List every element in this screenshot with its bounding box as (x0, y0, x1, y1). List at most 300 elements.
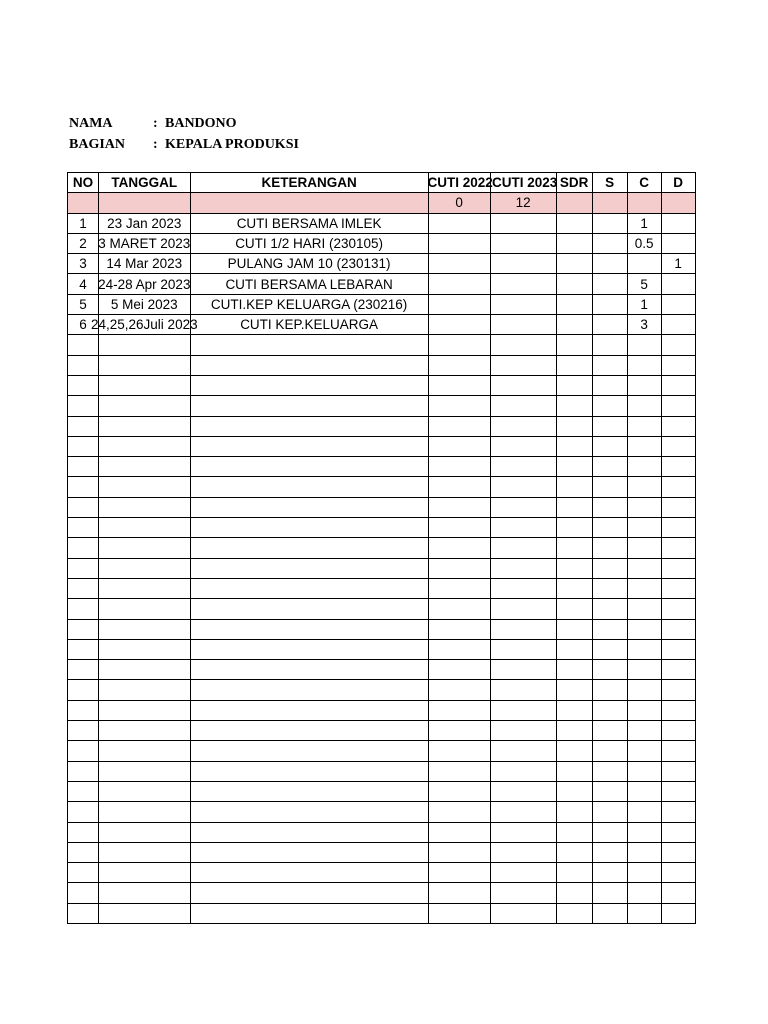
empty-cell-keterangan[interactable] (190, 416, 428, 436)
cell-cuti2022[interactable] (428, 213, 490, 233)
cell-no[interactable]: 5 (68, 294, 99, 314)
empty-cell-s[interactable] (592, 781, 627, 801)
empty-cell-s[interactable] (592, 375, 627, 395)
empty-cell-d[interactable] (661, 518, 695, 538)
empty-cell-tanggal[interactable] (99, 599, 191, 619)
empty-cell-keterangan[interactable] (190, 660, 428, 680)
empty-cell-tanggal[interactable] (99, 497, 191, 517)
cell-d[interactable] (661, 315, 695, 335)
cell-keterangan[interactable]: CUTI BERSAMA IMLEK (190, 213, 428, 233)
cell-sdr[interactable] (556, 213, 592, 233)
empty-cell-cuti2022[interactable] (428, 335, 490, 355)
empty-cell-no[interactable] (68, 761, 99, 781)
empty-cell-no[interactable] (68, 518, 99, 538)
empty-cell-sdr[interactable] (556, 436, 592, 456)
empty-cell-c[interactable] (627, 842, 661, 862)
empty-cell-cuti2023[interactable] (490, 741, 556, 761)
empty-cell-no[interactable] (68, 822, 99, 842)
cell-cuti2023[interactable] (490, 233, 556, 253)
empty-cell-sdr[interactable] (556, 396, 592, 416)
empty-cell-keterangan[interactable] (190, 619, 428, 639)
cell-cuti2023[interactable] (490, 294, 556, 314)
cell-c[interactable]: 3 (627, 315, 661, 335)
empty-cell-s[interactable] (592, 477, 627, 497)
empty-cell-d[interactable] (661, 578, 695, 598)
empty-cell-d[interactable] (661, 558, 695, 578)
empty-cell-cuti2022[interactable] (428, 822, 490, 842)
empty-cell-keterangan[interactable] (190, 680, 428, 700)
empty-cell-cuti2022[interactable] (428, 457, 490, 477)
empty-cell-keterangan[interactable] (190, 578, 428, 598)
empty-cell-sdr[interactable] (556, 842, 592, 862)
empty-cell-cuti2023[interactable] (490, 619, 556, 639)
empty-cell-sdr[interactable] (556, 538, 592, 558)
cell-c[interactable]: 1 (627, 294, 661, 314)
cell-s[interactable] (592, 274, 627, 294)
empty-cell-cuti2023[interactable] (490, 680, 556, 700)
cell-cuti2023[interactable] (490, 213, 556, 233)
empty-cell-tanggal[interactable] (99, 903, 191, 923)
empty-cell-no[interactable] (68, 660, 99, 680)
empty-cell-d[interactable] (661, 355, 695, 375)
empty-cell-cuti2023[interactable] (490, 721, 556, 741)
empty-cell-c[interactable] (627, 721, 661, 741)
empty-cell-no[interactable] (68, 497, 99, 517)
empty-cell-cuti2023[interactable] (490, 355, 556, 375)
empty-cell-s[interactable] (592, 518, 627, 538)
empty-cell-s[interactable] (592, 436, 627, 456)
empty-cell-keterangan[interactable] (190, 335, 428, 355)
cell-cuti2022[interactable] (428, 294, 490, 314)
empty-cell-no[interactable] (68, 457, 99, 477)
empty-cell-d[interactable] (661, 457, 695, 477)
empty-cell-tanggal[interactable] (99, 436, 191, 456)
empty-cell-sdr[interactable] (556, 639, 592, 659)
empty-cell-s[interactable] (592, 619, 627, 639)
empty-cell-cuti2022[interactable] (428, 355, 490, 375)
empty-cell-s[interactable] (592, 497, 627, 517)
empty-cell-sdr[interactable] (556, 721, 592, 741)
empty-cell-no[interactable] (68, 639, 99, 659)
empty-cell-d[interactable] (661, 660, 695, 680)
cell-no[interactable]: 2 (68, 233, 99, 253)
empty-cell-tanggal[interactable] (99, 781, 191, 801)
empty-cell-s[interactable] (592, 802, 627, 822)
empty-cell-cuti2022[interactable] (428, 416, 490, 436)
empty-cell-cuti2023[interactable] (490, 457, 556, 477)
empty-cell-keterangan[interactable] (190, 558, 428, 578)
empty-cell-sdr[interactable] (556, 903, 592, 923)
empty-cell-cuti2022[interactable] (428, 883, 490, 903)
empty-cell-keterangan[interactable] (190, 457, 428, 477)
empty-cell-cuti2023[interactable] (490, 375, 556, 395)
cell-keterangan[interactable]: CUTI 1/2 HARI (230105) (190, 233, 428, 253)
empty-cell-s[interactable] (592, 680, 627, 700)
cell-tanggal[interactable] (91, 315, 198, 335)
empty-cell-c[interactable] (627, 416, 661, 436)
empty-cell-keterangan[interactable] (190, 903, 428, 923)
empty-cell-cuti2023[interactable] (490, 863, 556, 883)
empty-cell-no[interactable] (68, 396, 99, 416)
cell-s[interactable] (592, 254, 627, 274)
empty-cell-cuti2022[interactable] (428, 721, 490, 741)
empty-cell-d[interactable] (661, 761, 695, 781)
empty-cell-cuti2023[interactable] (490, 639, 556, 659)
empty-cell-keterangan[interactable] (190, 721, 428, 741)
empty-cell-tanggal[interactable] (99, 558, 191, 578)
empty-cell-d[interactable] (661, 477, 695, 497)
cell-s[interactable] (592, 233, 627, 253)
empty-cell-sdr[interactable] (556, 680, 592, 700)
empty-cell-tanggal[interactable] (99, 355, 191, 375)
empty-cell-cuti2023[interactable] (490, 335, 556, 355)
balance-sdr-cell[interactable] (556, 193, 592, 213)
empty-cell-c[interactable] (627, 538, 661, 558)
cell-no[interactable]: 3 (68, 254, 99, 274)
empty-cell-d[interactable] (661, 416, 695, 436)
empty-cell-s[interactable] (592, 721, 627, 741)
cell-keterangan[interactable]: CUTI.KEP KELUARGA (230216) (190, 294, 428, 314)
empty-cell-no[interactable] (68, 538, 99, 558)
empty-cell-keterangan[interactable] (190, 599, 428, 619)
empty-cell-s[interactable] (592, 903, 627, 923)
empty-cell-keterangan[interactable] (190, 761, 428, 781)
empty-cell-d[interactable] (661, 335, 695, 355)
empty-cell-s[interactable] (592, 558, 627, 578)
empty-cell-sdr[interactable] (556, 599, 592, 619)
empty-cell-sdr[interactable] (556, 355, 592, 375)
empty-cell-cuti2023[interactable] (490, 497, 556, 517)
cell-cuti2022[interactable] (428, 233, 490, 253)
cell-sdr[interactable] (556, 294, 592, 314)
empty-cell-cuti2022[interactable] (428, 863, 490, 883)
empty-cell-d[interactable] (661, 619, 695, 639)
cell-no[interactable]: 4 (68, 274, 99, 294)
empty-cell-c[interactable] (627, 497, 661, 517)
empty-cell-keterangan[interactable] (190, 436, 428, 456)
empty-cell-cuti2023[interactable] (490, 416, 556, 436)
empty-cell-s[interactable] (592, 660, 627, 680)
empty-cell-cuti2022[interactable] (428, 375, 490, 395)
empty-cell-c[interactable] (627, 761, 661, 781)
cell-tanggal[interactable] (99, 294, 191, 314)
cell-tanggal[interactable] (99, 233, 191, 253)
empty-cell-cuti2023[interactable] (490, 822, 556, 842)
empty-cell-keterangan[interactable] (190, 538, 428, 558)
empty-cell-c[interactable] (627, 741, 661, 761)
empty-cell-c[interactable] (627, 578, 661, 598)
empty-cell-c[interactable] (627, 639, 661, 659)
empty-cell-c[interactable] (627, 863, 661, 883)
empty-cell-no[interactable] (68, 842, 99, 862)
empty-cell-d[interactable] (661, 721, 695, 741)
empty-cell-tanggal[interactable] (99, 660, 191, 680)
cell-cuti2022[interactable] (428, 315, 490, 335)
empty-cell-keterangan[interactable] (190, 477, 428, 497)
empty-cell-s[interactable] (592, 396, 627, 416)
empty-cell-tanggal[interactable] (99, 700, 191, 720)
empty-cell-cuti2022[interactable] (428, 660, 490, 680)
empty-cell-keterangan[interactable] (190, 883, 428, 903)
empty-cell-c[interactable] (627, 355, 661, 375)
balance-keterangan-cell[interactable] (190, 193, 428, 213)
empty-cell-c[interactable] (627, 558, 661, 578)
empty-cell-keterangan[interactable] (190, 863, 428, 883)
cell-cuti2023[interactable] (490, 274, 556, 294)
empty-cell-d[interactable] (661, 497, 695, 517)
empty-cell-sdr[interactable] (556, 375, 592, 395)
balance-no-cell[interactable] (68, 193, 99, 213)
empty-cell-no[interactable] (68, 741, 99, 761)
empty-cell-cuti2023[interactable] (490, 436, 556, 456)
empty-cell-d[interactable] (661, 903, 695, 923)
cell-d[interactable]: 1 (661, 254, 695, 274)
empty-cell-c[interactable] (627, 660, 661, 680)
empty-cell-c[interactable] (627, 781, 661, 801)
empty-cell-tanggal[interactable] (99, 518, 191, 538)
empty-cell-d[interactable] (661, 741, 695, 761)
empty-cell-s[interactable] (592, 416, 627, 436)
cell-d[interactable] (661, 233, 695, 253)
cell-cuti2022[interactable] (428, 274, 490, 294)
empty-cell-cuti2022[interactable] (428, 538, 490, 558)
balance-cuti-2023[interactable]: 12 (490, 193, 556, 213)
empty-cell-tanggal[interactable] (99, 761, 191, 781)
empty-cell-no[interactable] (68, 863, 99, 883)
empty-cell-cuti2022[interactable] (428, 477, 490, 497)
empty-cell-sdr[interactable] (556, 822, 592, 842)
empty-cell-sdr[interactable] (556, 741, 592, 761)
empty-cell-tanggal[interactable] (99, 721, 191, 741)
empty-cell-c[interactable] (627, 457, 661, 477)
empty-cell-no[interactable] (68, 477, 99, 497)
empty-cell-c[interactable] (627, 335, 661, 355)
empty-cell-sdr[interactable] (556, 416, 592, 436)
empty-cell-s[interactable] (592, 822, 627, 842)
empty-cell-no[interactable] (68, 721, 99, 741)
empty-cell-cuti2022[interactable] (428, 599, 490, 619)
empty-cell-d[interactable] (661, 842, 695, 862)
empty-cell-tanggal[interactable] (99, 335, 191, 355)
empty-cell-cuti2022[interactable] (428, 436, 490, 456)
empty-cell-d[interactable] (661, 436, 695, 456)
empty-cell-no[interactable] (68, 700, 99, 720)
empty-cell-d[interactable] (661, 680, 695, 700)
empty-cell-c[interactable] (627, 822, 661, 842)
empty-cell-no[interactable] (68, 335, 99, 355)
cell-s[interactable] (592, 294, 627, 314)
cell-sdr[interactable] (556, 315, 592, 335)
empty-cell-d[interactable] (661, 822, 695, 842)
empty-cell-cuti2023[interactable] (490, 477, 556, 497)
empty-cell-tanggal[interactable] (99, 477, 191, 497)
empty-cell-c[interactable] (627, 436, 661, 456)
empty-cell-c[interactable] (627, 619, 661, 639)
empty-cell-keterangan[interactable] (190, 822, 428, 842)
cell-keterangan[interactable]: CUTI KEP.KELUARGA (190, 315, 428, 335)
empty-cell-keterangan[interactable] (190, 842, 428, 862)
cell-tanggal[interactable] (99, 274, 191, 294)
empty-cell-sdr[interactable] (556, 477, 592, 497)
empty-cell-s[interactable] (592, 457, 627, 477)
empty-cell-keterangan[interactable] (190, 802, 428, 822)
empty-cell-sdr[interactable] (556, 578, 592, 598)
empty-cell-d[interactable] (661, 883, 695, 903)
empty-cell-d[interactable] (661, 802, 695, 822)
empty-cell-cuti2022[interactable] (428, 578, 490, 598)
empty-cell-no[interactable] (68, 903, 99, 923)
empty-cell-sdr[interactable] (556, 802, 592, 822)
empty-cell-no[interactable] (68, 599, 99, 619)
empty-cell-tanggal[interactable] (99, 375, 191, 395)
empty-cell-cuti2023[interactable] (490, 538, 556, 558)
empty-cell-no[interactable] (68, 781, 99, 801)
empty-cell-cuti2023[interactable] (490, 802, 556, 822)
empty-cell-s[interactable] (592, 538, 627, 558)
cell-sdr[interactable] (556, 274, 592, 294)
empty-cell-cuti2023[interactable] (490, 761, 556, 781)
empty-cell-cuti2022[interactable] (428, 518, 490, 538)
empty-cell-c[interactable] (627, 802, 661, 822)
empty-cell-c[interactable] (627, 680, 661, 700)
empty-cell-cuti2023[interactable] (490, 396, 556, 416)
cell-sdr[interactable] (556, 254, 592, 274)
empty-cell-c[interactable] (627, 599, 661, 619)
empty-cell-no[interactable] (68, 436, 99, 456)
empty-cell-cuti2023[interactable] (490, 903, 556, 923)
empty-cell-sdr[interactable] (556, 457, 592, 477)
empty-cell-c[interactable] (627, 375, 661, 395)
empty-cell-d[interactable] (661, 700, 695, 720)
empty-cell-c[interactable] (627, 518, 661, 538)
balance-tanggal-cell[interactable] (99, 193, 191, 213)
empty-cell-keterangan[interactable] (190, 396, 428, 416)
empty-cell-c[interactable] (627, 883, 661, 903)
cell-d[interactable] (661, 294, 695, 314)
empty-cell-tanggal[interactable] (99, 538, 191, 558)
empty-cell-s[interactable] (592, 863, 627, 883)
cell-cuti2023[interactable] (490, 315, 556, 335)
empty-cell-keterangan[interactable] (190, 700, 428, 720)
cell-c[interactable]: 1 (627, 213, 661, 233)
empty-cell-tanggal[interactable] (99, 457, 191, 477)
cell-tanggal[interactable] (99, 213, 191, 233)
cell-no[interactable]: 6 (68, 315, 99, 335)
empty-cell-tanggal[interactable] (99, 822, 191, 842)
empty-cell-c[interactable] (627, 700, 661, 720)
empty-cell-cuti2022[interactable] (428, 619, 490, 639)
empty-cell-no[interactable] (68, 416, 99, 436)
empty-cell-s[interactable] (592, 599, 627, 619)
empty-cell-keterangan[interactable] (190, 781, 428, 801)
empty-cell-cuti2022[interactable] (428, 903, 490, 923)
cell-s[interactable] (592, 213, 627, 233)
empty-cell-sdr[interactable] (556, 335, 592, 355)
empty-cell-d[interactable] (661, 396, 695, 416)
cell-c[interactable]: 0.5 (627, 233, 661, 253)
empty-cell-no[interactable] (68, 375, 99, 395)
empty-cell-d[interactable] (661, 639, 695, 659)
empty-cell-cuti2022[interactable] (428, 741, 490, 761)
cell-cuti2023[interactable] (490, 254, 556, 274)
empty-cell-cuti2022[interactable] (428, 700, 490, 720)
cell-d[interactable] (661, 213, 695, 233)
cell-d[interactable] (661, 274, 695, 294)
cell-c[interactable] (627, 254, 661, 274)
empty-cell-d[interactable] (661, 375, 695, 395)
empty-cell-c[interactable] (627, 903, 661, 923)
empty-cell-s[interactable] (592, 335, 627, 355)
balance-c-cell[interactable] (627, 193, 661, 213)
cell-tanggal[interactable] (99, 254, 191, 274)
empty-cell-s[interactable] (592, 355, 627, 375)
empty-cell-keterangan[interactable] (190, 375, 428, 395)
empty-cell-d[interactable] (661, 781, 695, 801)
cell-s[interactable] (592, 315, 627, 335)
empty-cell-d[interactable] (661, 599, 695, 619)
empty-cell-cuti2023[interactable] (490, 578, 556, 598)
empty-cell-cuti2022[interactable] (428, 680, 490, 700)
empty-cell-no[interactable] (68, 558, 99, 578)
empty-cell-cuti2022[interactable] (428, 781, 490, 801)
empty-cell-no[interactable] (68, 802, 99, 822)
empty-cell-sdr[interactable] (556, 781, 592, 801)
empty-cell-keterangan[interactable] (190, 639, 428, 659)
empty-cell-no[interactable] (68, 680, 99, 700)
empty-cell-keterangan[interactable] (190, 355, 428, 375)
empty-cell-sdr[interactable] (556, 497, 592, 517)
empty-cell-s[interactable] (592, 700, 627, 720)
empty-cell-keterangan[interactable] (190, 497, 428, 517)
empty-cell-s[interactable] (592, 741, 627, 761)
empty-cell-cuti2023[interactable] (490, 883, 556, 903)
empty-cell-sdr[interactable] (556, 660, 592, 680)
empty-cell-no[interactable] (68, 578, 99, 598)
empty-cell-cuti2023[interactable] (490, 781, 556, 801)
empty-cell-s[interactable] (592, 883, 627, 903)
empty-cell-tanggal[interactable] (99, 802, 191, 822)
empty-cell-tanggal[interactable] (99, 619, 191, 639)
empty-cell-tanggal[interactable] (99, 680, 191, 700)
empty-cell-tanggal[interactable] (99, 863, 191, 883)
empty-cell-sdr[interactable] (556, 558, 592, 578)
cell-c[interactable]: 5 (627, 274, 661, 294)
empty-cell-sdr[interactable] (556, 761, 592, 781)
empty-cell-tanggal[interactable] (99, 578, 191, 598)
empty-cell-tanggal[interactable] (99, 883, 191, 903)
empty-cell-tanggal[interactable] (99, 416, 191, 436)
empty-cell-sdr[interactable] (556, 883, 592, 903)
empty-cell-tanggal[interactable] (99, 842, 191, 862)
cell-keterangan[interactable]: PULANG JAM 10 (230131) (190, 254, 428, 274)
empty-cell-d[interactable] (661, 538, 695, 558)
empty-cell-tanggal[interactable] (99, 396, 191, 416)
empty-cell-sdr[interactable] (556, 619, 592, 639)
empty-cell-cuti2023[interactable] (490, 660, 556, 680)
empty-cell-cuti2022[interactable] (428, 396, 490, 416)
empty-cell-cuti2022[interactable] (428, 842, 490, 862)
empty-cell-sdr[interactable] (556, 518, 592, 538)
empty-cell-tanggal[interactable] (99, 639, 191, 659)
empty-cell-s[interactable] (592, 639, 627, 659)
empty-cell-cuti2023[interactable] (490, 558, 556, 578)
empty-cell-cuti2023[interactable] (490, 842, 556, 862)
empty-cell-c[interactable] (627, 477, 661, 497)
empty-cell-d[interactable] (661, 863, 695, 883)
empty-cell-keterangan[interactable] (190, 741, 428, 761)
empty-cell-cuti2022[interactable] (428, 497, 490, 517)
empty-cell-s[interactable] (592, 761, 627, 781)
